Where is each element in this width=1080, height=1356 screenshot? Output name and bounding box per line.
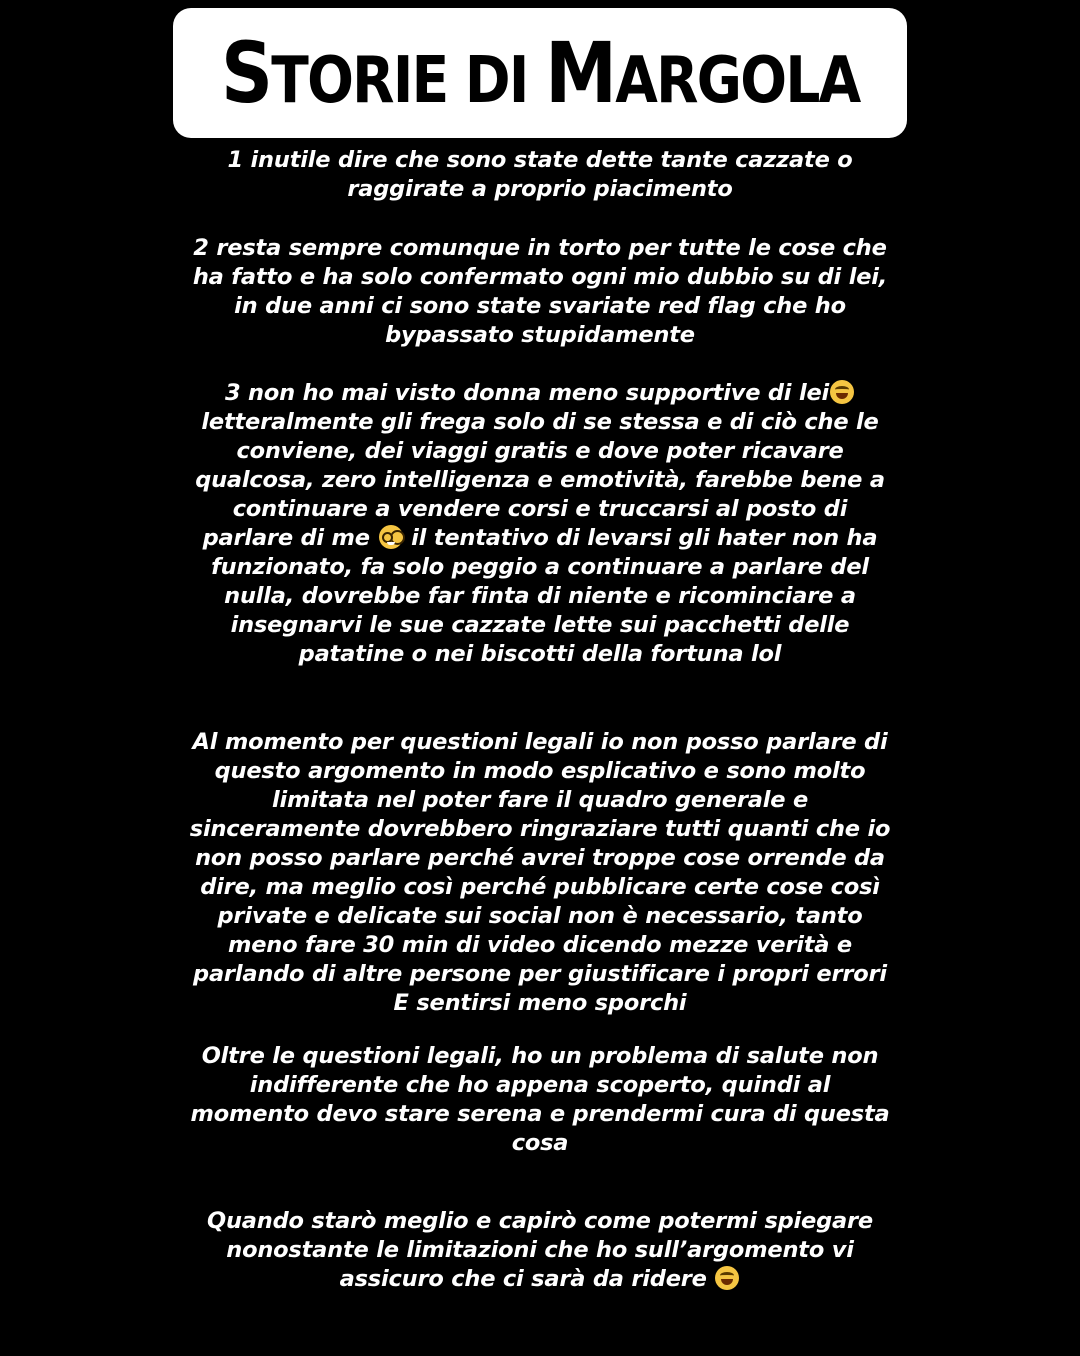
text-line: nonostante le limitazioni che ho sull’argomento vi (226, 1237, 854, 1263)
text-line: patatine o nei biscotti della fortuna lol (298, 641, 782, 667)
text-line: private e delicate sui social non è necessario, tanto (217, 903, 863, 929)
text-line: raggirate a proprio piacimento (347, 176, 733, 202)
text-line: insegnarvi le sue cazzate lette sui pacchetti delle (230, 612, 850, 638)
text-line: funzionato, fa solo peggio a continuare a parlare del (211, 554, 869, 580)
text-segment: assicuro che ci sarà da ridere (339, 1266, 707, 1292)
text-line: 2 resta sempre comunque in torto per tutte le cose che (193, 235, 887, 261)
text-line: parlando di altre persone per giustificare i propri errori (193, 961, 887, 987)
text-line: conviene, dei viaggi gratis e dove poter ricavare (236, 438, 844, 464)
nerd-face-icon (379, 525, 403, 549)
text-line (150, 1265, 930, 1294)
text-line: in due anni ci sono state svariate red flag che ho (234, 293, 846, 319)
text-line: Quando starò meglio e capirò come potermi spiegare (207, 1208, 873, 1234)
text-line: ha fatto e ha solo confermato ogni mio dubbio su di lei, (192, 264, 888, 290)
face-with-tears-of-joy-icon (715, 1266, 739, 1290)
text-line: meno fare 30 min di video dicendo mezze verità e (227, 932, 852, 958)
text-line: bypassato stupidamente (385, 322, 695, 348)
text-line: dire, ma meglio così perché pubblicare certe cose così (200, 874, 880, 900)
title-initial-m: M (544, 24, 615, 122)
text-line: momento devo stare serena e prendermi cura di questa (190, 1101, 890, 1127)
text-line: limitata nel poter fare il quadro generale e (271, 787, 809, 813)
paragraph-6 (150, 1207, 930, 1294)
paragraph-1 (150, 146, 930, 204)
text-segment: parlare di me (202, 525, 370, 551)
text-line: nulla, dovrebbe far finta di niente e ricominciare a (224, 583, 856, 609)
text-line: qualcosa, zero intelligenza e emotività, farebbe bene a (195, 467, 885, 493)
text-segment: il tentativo di levarsi gli hater non ha (411, 525, 878, 551)
text-line: indifferente che ho appena scoperto, quindi al (249, 1072, 831, 1098)
text-segment: 3 non ho mai visto donna meno supportive di lei (224, 380, 830, 406)
text-line: Al momento per questioni legali io non posso parlare di (192, 729, 888, 755)
paragraph-2 (150, 234, 930, 350)
title-part-1: TORIE DI (271, 44, 545, 118)
title-initial-s: S (220, 24, 272, 122)
text-line: E sentirsi meno sporchi (393, 990, 687, 1016)
page-title (220, 24, 860, 122)
text-line: continuare a vendere corsi e truccarsi al posto di (232, 496, 848, 522)
text-line (150, 524, 930, 553)
title-part-2: ARGOLA (614, 44, 860, 118)
title-banner (173, 8, 907, 138)
paragraph-5 (150, 1042, 930, 1158)
text-line (150, 379, 930, 408)
paragraph-3 (150, 379, 930, 669)
paragraph-4 (150, 728, 930, 1018)
text-line: cosa (511, 1130, 569, 1156)
text-line: Oltre le questioni legali, ho un problema di salute non (201, 1043, 879, 1069)
text-line: letteralmente gli frega solo di se stessa e di ciò che le (201, 409, 879, 435)
face-with-tears-of-joy-icon (830, 380, 854, 404)
text-line: sinceramente dovrebbero ringraziare tutti quanti che io (189, 816, 891, 842)
text-line: 1 inutile dire che sono state dette tante cazzate o (227, 147, 853, 173)
text-line: questo argomento in modo esplicativo e sono molto (214, 758, 866, 784)
text-line: non posso parlare perché avrei troppe cose orrende da (195, 845, 885, 871)
